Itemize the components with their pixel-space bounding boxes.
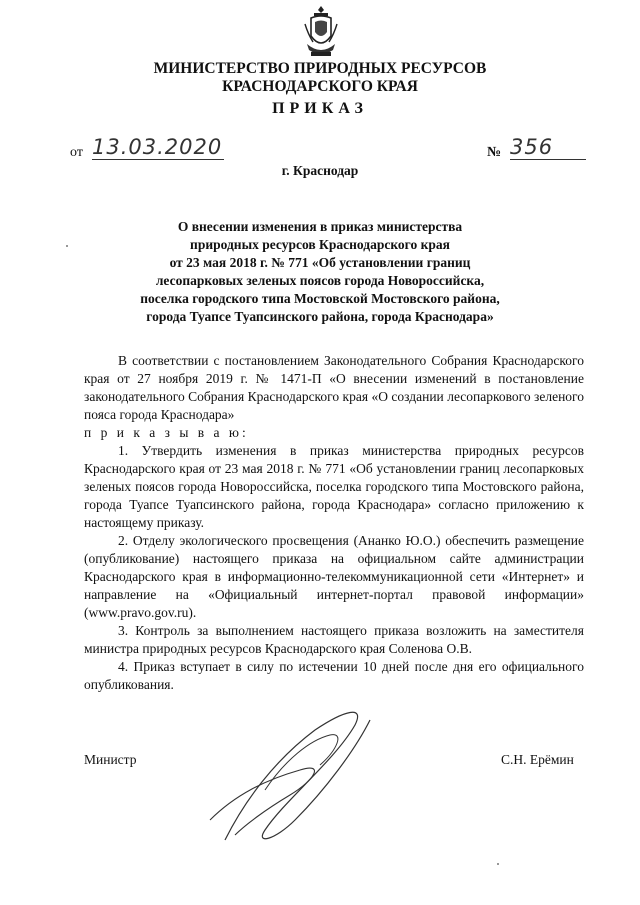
signatory-role: Министр xyxy=(84,752,137,767)
ministry-line-2: КРАСНОДАРСКОГО КРАЯ xyxy=(222,78,418,95)
list-item: 3. Контроль за выполнением настоящего приказа возложить на заместителя министра природных ресурсов Краснодарского края Соленова О.В. xyxy=(84,623,584,656)
list-item: 1. Утвердить изменения в приказ министерства природных ресурсов Краснодарского края от 23 мая 2018 г. № 771 «Об установлении границ лесопарковых зеленых поясов города Новороссийска, поселка городского типа Мостовского района, города Туапсе Туапсинского района, города Краснодара» согласно приложению к настоящему приказу. xyxy=(84,443,584,530)
city: г. Краснодар xyxy=(281,163,359,178)
document-type: ПРИКАЗ xyxy=(272,100,368,117)
number-prefix: № xyxy=(487,145,502,160)
signatory-name: С.Н. Ерёмин xyxy=(501,752,574,767)
title-line: природных ресурсов Краснодарского края xyxy=(190,237,450,252)
scan-speck xyxy=(497,863,499,865)
date-prefix: от xyxy=(70,145,83,160)
title-line: города Туапсе Туапсинского района, города Краснодара» xyxy=(146,309,494,324)
handwritten-signature xyxy=(205,700,380,850)
ministry-name xyxy=(0,60,640,96)
list-item: 2. Отделу экологического просвещения (Ананко Ю.О.) обеспечить размещение (опубликование) настоящего приказа на официальном сайте администрации Краснодарского края в информационно-телекоммуникационной сети «Интернет» и направление на «Официальный интернет-портал правовой информации» (www.pravo.gov.ru). xyxy=(84,533,584,620)
title-line: поселка городского типа Мостовской Мостовского района, xyxy=(140,291,500,306)
order-verb: п р и к а з ы в а ю: xyxy=(84,425,249,440)
coat-of-arms-icon xyxy=(303,4,339,58)
document-body xyxy=(84,352,584,694)
title-line: лесопарковых зеленых поясов города Новороссийска, xyxy=(155,273,485,288)
ministry-line-1: МИНИСТЕРСТВО ПРИРОДНЫХ РЕСУРСОВ xyxy=(153,60,487,77)
handwritten-date: 13.03.2020 xyxy=(92,135,223,159)
scan-speck xyxy=(66,245,68,247)
preamble: В соответствии с постановлением Законодательного Собрания Краснодарского края от 27 ноября 2019 г. № 1471-П «О внесении изменений в постановление законодательного Собрания Краснодарского края «О создании лесопаркового зеленого пояса города Краснодара» xyxy=(84,353,584,422)
handwritten-number: 356 xyxy=(510,135,586,160)
title-line: О внесении изменения в приказ министерства xyxy=(177,219,463,234)
document-title xyxy=(0,218,640,326)
list-item: 4. Приказ вступает в силу по истечении 10 дней после дня его официального опубликования. xyxy=(84,659,584,692)
title-line: от 23 мая 2018 г. № 771 «Об установлении границ xyxy=(169,255,471,270)
